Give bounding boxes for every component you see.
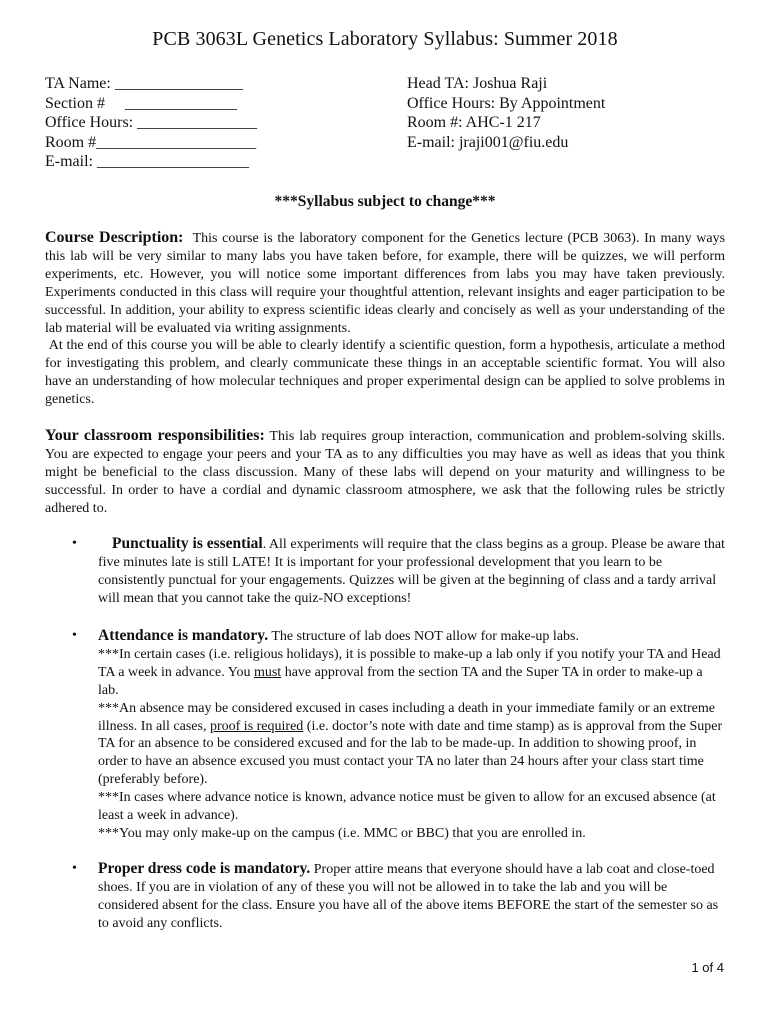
attendance-religious-note-b: have approval from the section TA and the Super TA in order to make-up a lab. [98,664,703,698]
ta-info [45,74,257,172]
page-title: PCB 3063L Genetics Laboratory Syllabus: Summer 2018 [152,28,618,50]
page-number: 1 of 4 [691,960,724,975]
room-field: Room #____________________ [45,133,257,151]
punctuality-heading: Punctuality is essential [112,535,263,552]
head-ta-info [407,74,605,152]
head-ta-office-hours: Office Hours: By Appointment [407,94,606,112]
responsibilities-text: This lab requires group interaction, communication and problem-solving skills. You are expected to engage your peers and your TA as to any difficulties you may have as well as ideas that you think might be beneficial to the class discussion. Many of these labs will depend on your maturity and willingness to be successful. In order to have a cordial and dynamic classroom atmosphere, we ask that the following rules be strictly adhered to. [45,429,725,516]
office-hours-field: Office Hours: _______________ [45,114,258,131]
attendance-text: The structure of lab does NOT allow for make-up labs. [271,629,579,644]
head-ta-name: Head TA: Joshua Raji [407,75,548,92]
attendance-excused-note-b: (i.e. doctor’s note with date and time stamp) as is approval from the Super TA for an absence to be considered excused and for the lab to be made-up. In addition to showing proof, in order to have an absence excused you must contact your TA no later than 24 hours after your class start time (preferably before). [98,718,723,788]
attendance-excused-note-proof: proof is required [209,718,304,734]
attendance-heading: Attendance is mandatory. [98,627,269,644]
bullet-icon: • [72,861,77,876]
attendance-advance-note: ***In cases where advance notice is known, advance notice must be given to allow for an excused absence (at least a week in advance). [98,790,716,824]
attendance-religious-note-must: must [253,664,282,680]
responsibilities-heading: Your classroom responsibilities: [45,427,265,444]
dress-code-text: Proper attire means that everyone should have a lab coat and close-toed shoes. If you are in violation of any of these you will not be allowed in to take the lab and you will be considered absent for the class. Ensure you have all of the above items BEFORE the start of the semester so as to avoid any conflicts. [98,862,719,931]
syllabus-notice: ***Syllabus subject to change*** [274,193,496,210]
course-description-outcomes: At the end of this course you will be able to clearly identify a scientific question, form a hypothesis, articulate a method for investigating this problem, and clearly communicate these things in an acceptable scientific format. You will also have an understanding of how molecular techniques and proper experimental design can be applied to solve problems in genetics. [45,338,726,408]
rule-dress-code [72,860,726,933]
punctuality-text: . All experiments will require that the class begins as a group. Please be aware that five minutes late is still LATE! It is important for your professional development that you learn to be consistently punctual for your engagements. Quizzes will be given at the beginning of class and a tardy arrival will mean that you cannot take the quiz-NO exceptions! [98,537,725,606]
course-description-section [45,229,725,409]
email-field: E-mail: ___________________ [45,153,249,170]
section-field: Section # ______________ [45,94,237,112]
ta-name-field: TA Name: ________________ [45,75,243,92]
head-ta-room: Room #: AHC-1 217 [407,114,541,131]
head-ta-email: E-mail: jraji001@fiu.edu [407,133,569,151]
bullet-icon: • [72,536,77,551]
rule-attendance [72,627,726,843]
attendance-campus-note: ***You may only make-up on the campus (i.e. MMC or BBC) that you are enrolled in. [98,825,586,841]
course-description-text: This course is the laboratory component for the Genetics lecture (PCB 3063). In many ways this lab will be very similar to many labs you have taken before, for example, there will be quizzes, we will perform experiments, etc. However, you will notice some important differences from labs you may have taken previously. Experiments conducted in this class will require your thoughtful attention, relevant insights and eager participation to be successful. In addition, your ability to express scientific ideas clearly and concisely as well as your understanding of the lab material will be evaluated via writing assignments. [45,231,726,336]
attendance-excused-note-a: ***An absence may be considered excused in cases including a death in your immediate family or an extreme illness. In all cases, [98,700,715,734]
bullet-icon: • [72,628,77,643]
rule-punctuality [72,535,726,608]
responsibilities-section [45,427,725,518]
attendance-religious-note-a: ***In certain cases (i.e. religious holidays), it is possible to make-up a lab only if you notify your TA and Head TA a week in advance. You [98,646,721,680]
course-description-heading: Course Description: [45,229,184,246]
dress-code-heading: Proper dress code is mandatory. [98,860,311,877]
